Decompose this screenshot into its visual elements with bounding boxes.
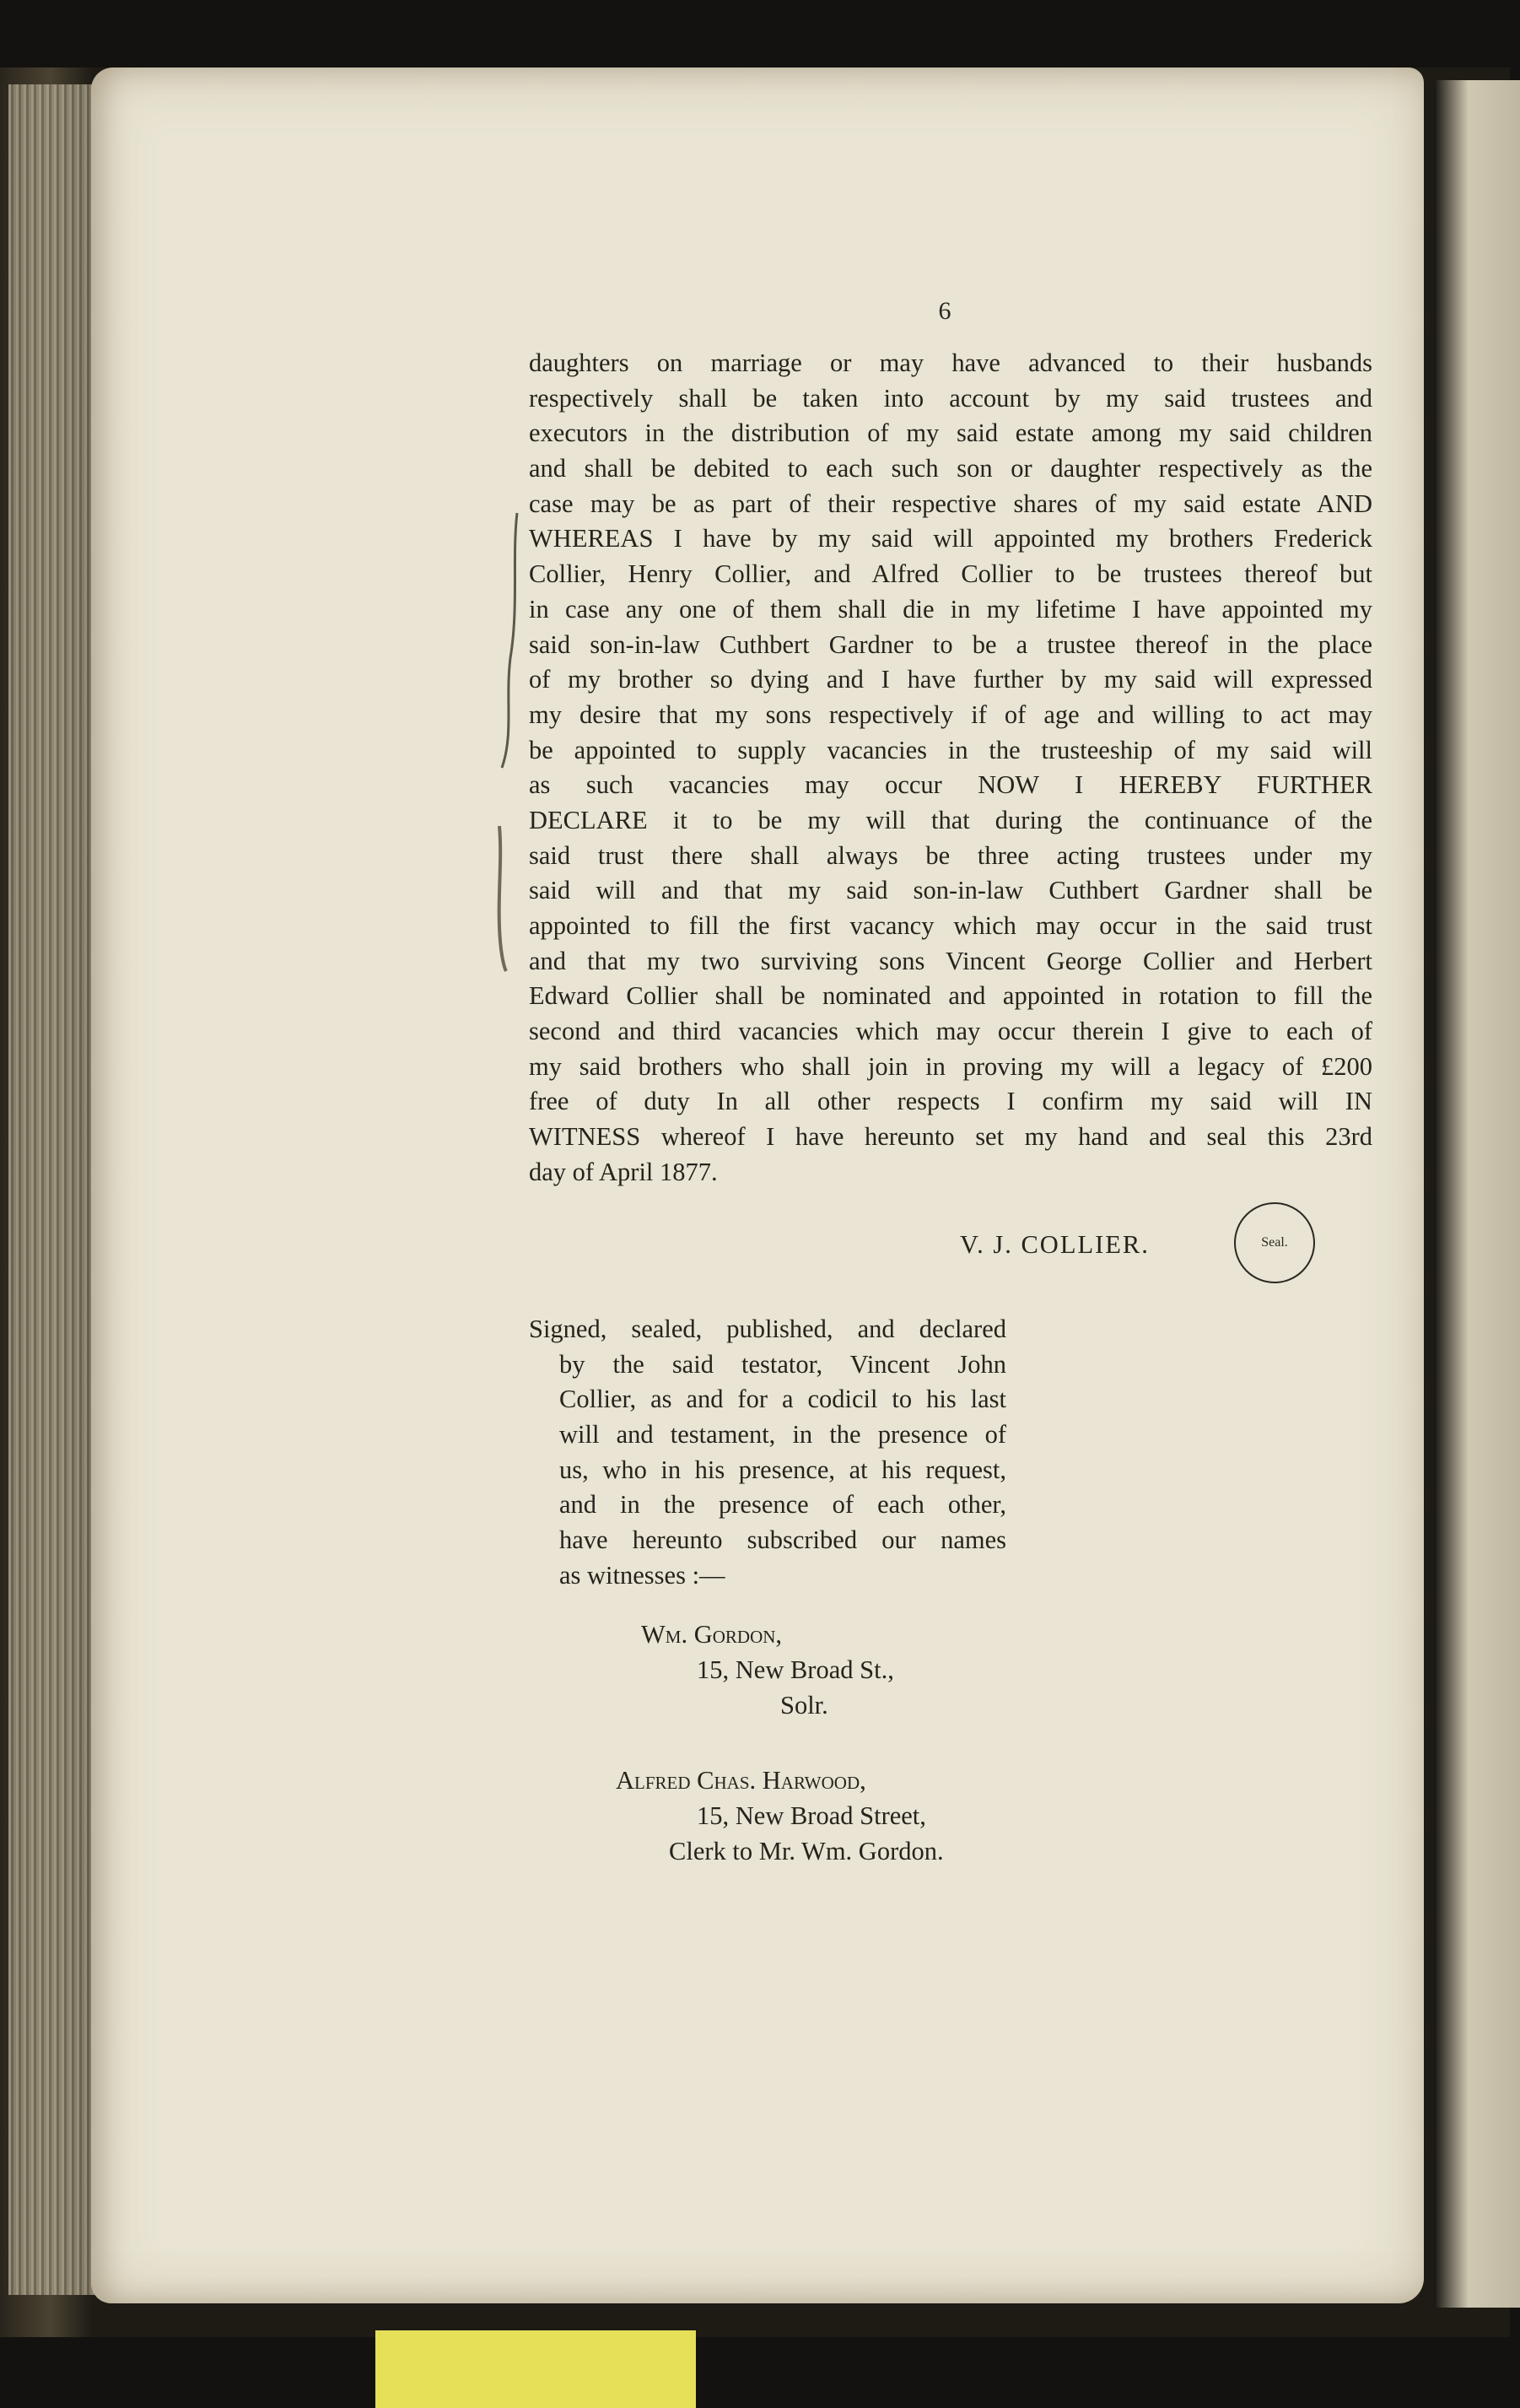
attestation-line: as witnesses :— xyxy=(559,1560,725,1590)
body-line: said will and that my said son-in-law Cuthbert Gardner shall be xyxy=(529,876,1372,905)
page-number: 6 xyxy=(938,297,951,325)
body-line: and that my two surviving sons Vincent George Collier and Herbert xyxy=(529,946,1372,975)
witness-1-name: Wm. Gordon, xyxy=(641,1620,783,1649)
margin-pencil-mark xyxy=(493,506,527,776)
body-line: as such vacancies may occur NOW I HEREBY FURTHER xyxy=(529,770,1372,800)
body-line: WITNESS whereof I have hereunto set my hand and seal this 23rd xyxy=(529,1122,1372,1152)
seal-label: Seal. xyxy=(1261,1235,1288,1250)
witness-1-address: 15, New Broad St., xyxy=(697,1655,894,1684)
attestation-line: by the said testator, Vincent John xyxy=(559,1349,1006,1379)
body-line: free of duty In all other respects I confirm my said will IN xyxy=(529,1087,1372,1116)
attestation-clause xyxy=(529,1312,1006,1594)
codicil-body-text xyxy=(529,346,1372,1191)
body-line: my said brothers who shall join in proving my will a legacy of £200 xyxy=(529,1051,1372,1081)
body-line: executors in the distribution of my said estate among my said children xyxy=(529,418,1372,448)
body-line: day of April 1877. xyxy=(529,1157,718,1186)
body-line: daughters on marriage or may have advanced to their husbands xyxy=(529,348,1372,377)
seal-circle xyxy=(1234,1202,1315,1283)
yellow-tab xyxy=(375,2330,696,2408)
body-line: second and third vacancies which may occur therein I give to each of xyxy=(529,1017,1372,1046)
body-line: DECLARE it to be my will that during the continuance of the xyxy=(529,805,1372,834)
witness-2-address: 15, New Broad Street, xyxy=(697,1801,926,1830)
testator-signature: V. J. COLLIER. xyxy=(960,1230,1150,1259)
facing-page-edge xyxy=(1434,80,1520,2308)
body-line: case may be as part of their respective shares of my said estate AND xyxy=(529,489,1372,518)
witness-2-name: Alfred Chas. Harwood, xyxy=(616,1766,866,1795)
body-line: be appointed to supply vacancies in the trusteeship of my said will xyxy=(529,735,1372,764)
body-line: my desire that my sons respectively if of age and willing to act may xyxy=(529,699,1372,729)
body-line: in case any one of them shall die in my lifetime I have appointed my xyxy=(529,594,1372,624)
body-line: said trust there shall always be three acting trustees under my xyxy=(529,840,1372,870)
attestation-line: Signed, sealed, published, and declared xyxy=(529,1315,1006,1343)
body-line: and shall be debited to each such son or daughter respectively as the xyxy=(529,454,1372,483)
body-line: said son-in-law Cuthbert Gardner to be a trustee thereof in the place xyxy=(529,629,1372,659)
attestation-line: and in the presence of each other, xyxy=(559,1490,1006,1520)
margin-pencil-mark xyxy=(488,823,521,975)
body-line: Collier, Henry Collier, and Alfred Collier to be trustees thereof but xyxy=(529,559,1372,589)
attestation-line: will and testament, in the presence of xyxy=(559,1420,1006,1450)
witness-2-title: Clerk to Mr. Wm. Gordon. xyxy=(669,1837,944,1865)
attestation-line: Collier, as and for a codicil to his last xyxy=(559,1385,1006,1414)
attestation-line: have hereunto subscribed our names xyxy=(559,1525,1006,1555)
body-line: of my brother so dying and I have further by my said will expressed xyxy=(529,665,1372,694)
body-line: WHEREAS I have by my said will appointed my brothers Frederick xyxy=(529,524,1372,553)
body-line: Edward Collier shall be nominated and appointed in rotation to fill the xyxy=(529,981,1372,1011)
attestation-line: us, who in his presence, at his request, xyxy=(559,1455,1006,1484)
body-line: respectively shall be taken into account by my said trustees and xyxy=(529,383,1372,413)
witness-1-title: Solr. xyxy=(780,1691,828,1720)
page-edges xyxy=(8,84,101,2295)
body-line: appointed to fill the first vacancy which may occur in the said trust xyxy=(529,911,1372,940)
